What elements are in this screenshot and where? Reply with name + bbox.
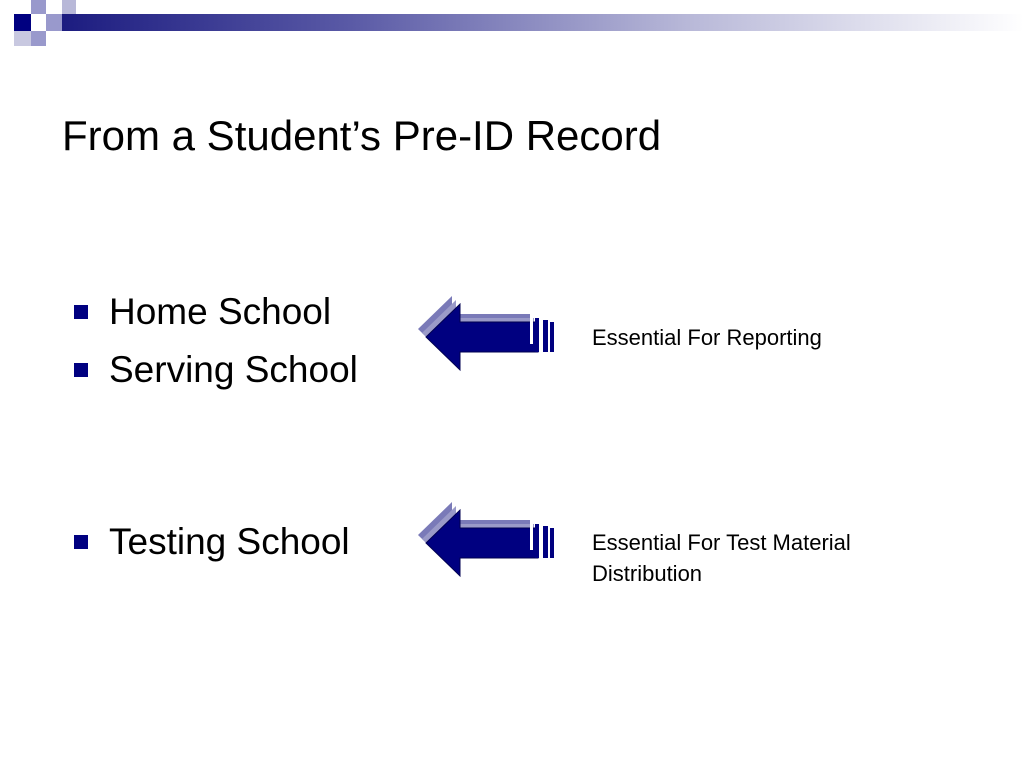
header-square-light — [46, 14, 62, 31]
note-essential-distribution: Essential For Test Material Distribution — [592, 530, 851, 586]
bullet-label: Home School — [109, 291, 332, 332]
header-square-light — [62, 0, 76, 14]
header-square-navy — [14, 14, 31, 31]
note-essential-reporting: Essential For Reporting — [592, 325, 822, 350]
left-arrow-icon — [416, 294, 556, 376]
header-square-light — [31, 31, 46, 46]
bullet-label: Testing School — [109, 521, 350, 562]
square-bullet-icon — [74, 535, 88, 549]
header-gradient-bar — [62, 14, 1024, 31]
slide-title: From a Student’s Pre-ID Record — [62, 112, 662, 159]
square-bullet-icon — [74, 363, 88, 377]
square-bullet-icon — [74, 305, 88, 319]
left-arrow-icon — [416, 500, 556, 582]
bullet-label: Serving School — [109, 349, 358, 390]
header-square-light — [14, 31, 31, 46]
header-square-light — [31, 0, 46, 14]
